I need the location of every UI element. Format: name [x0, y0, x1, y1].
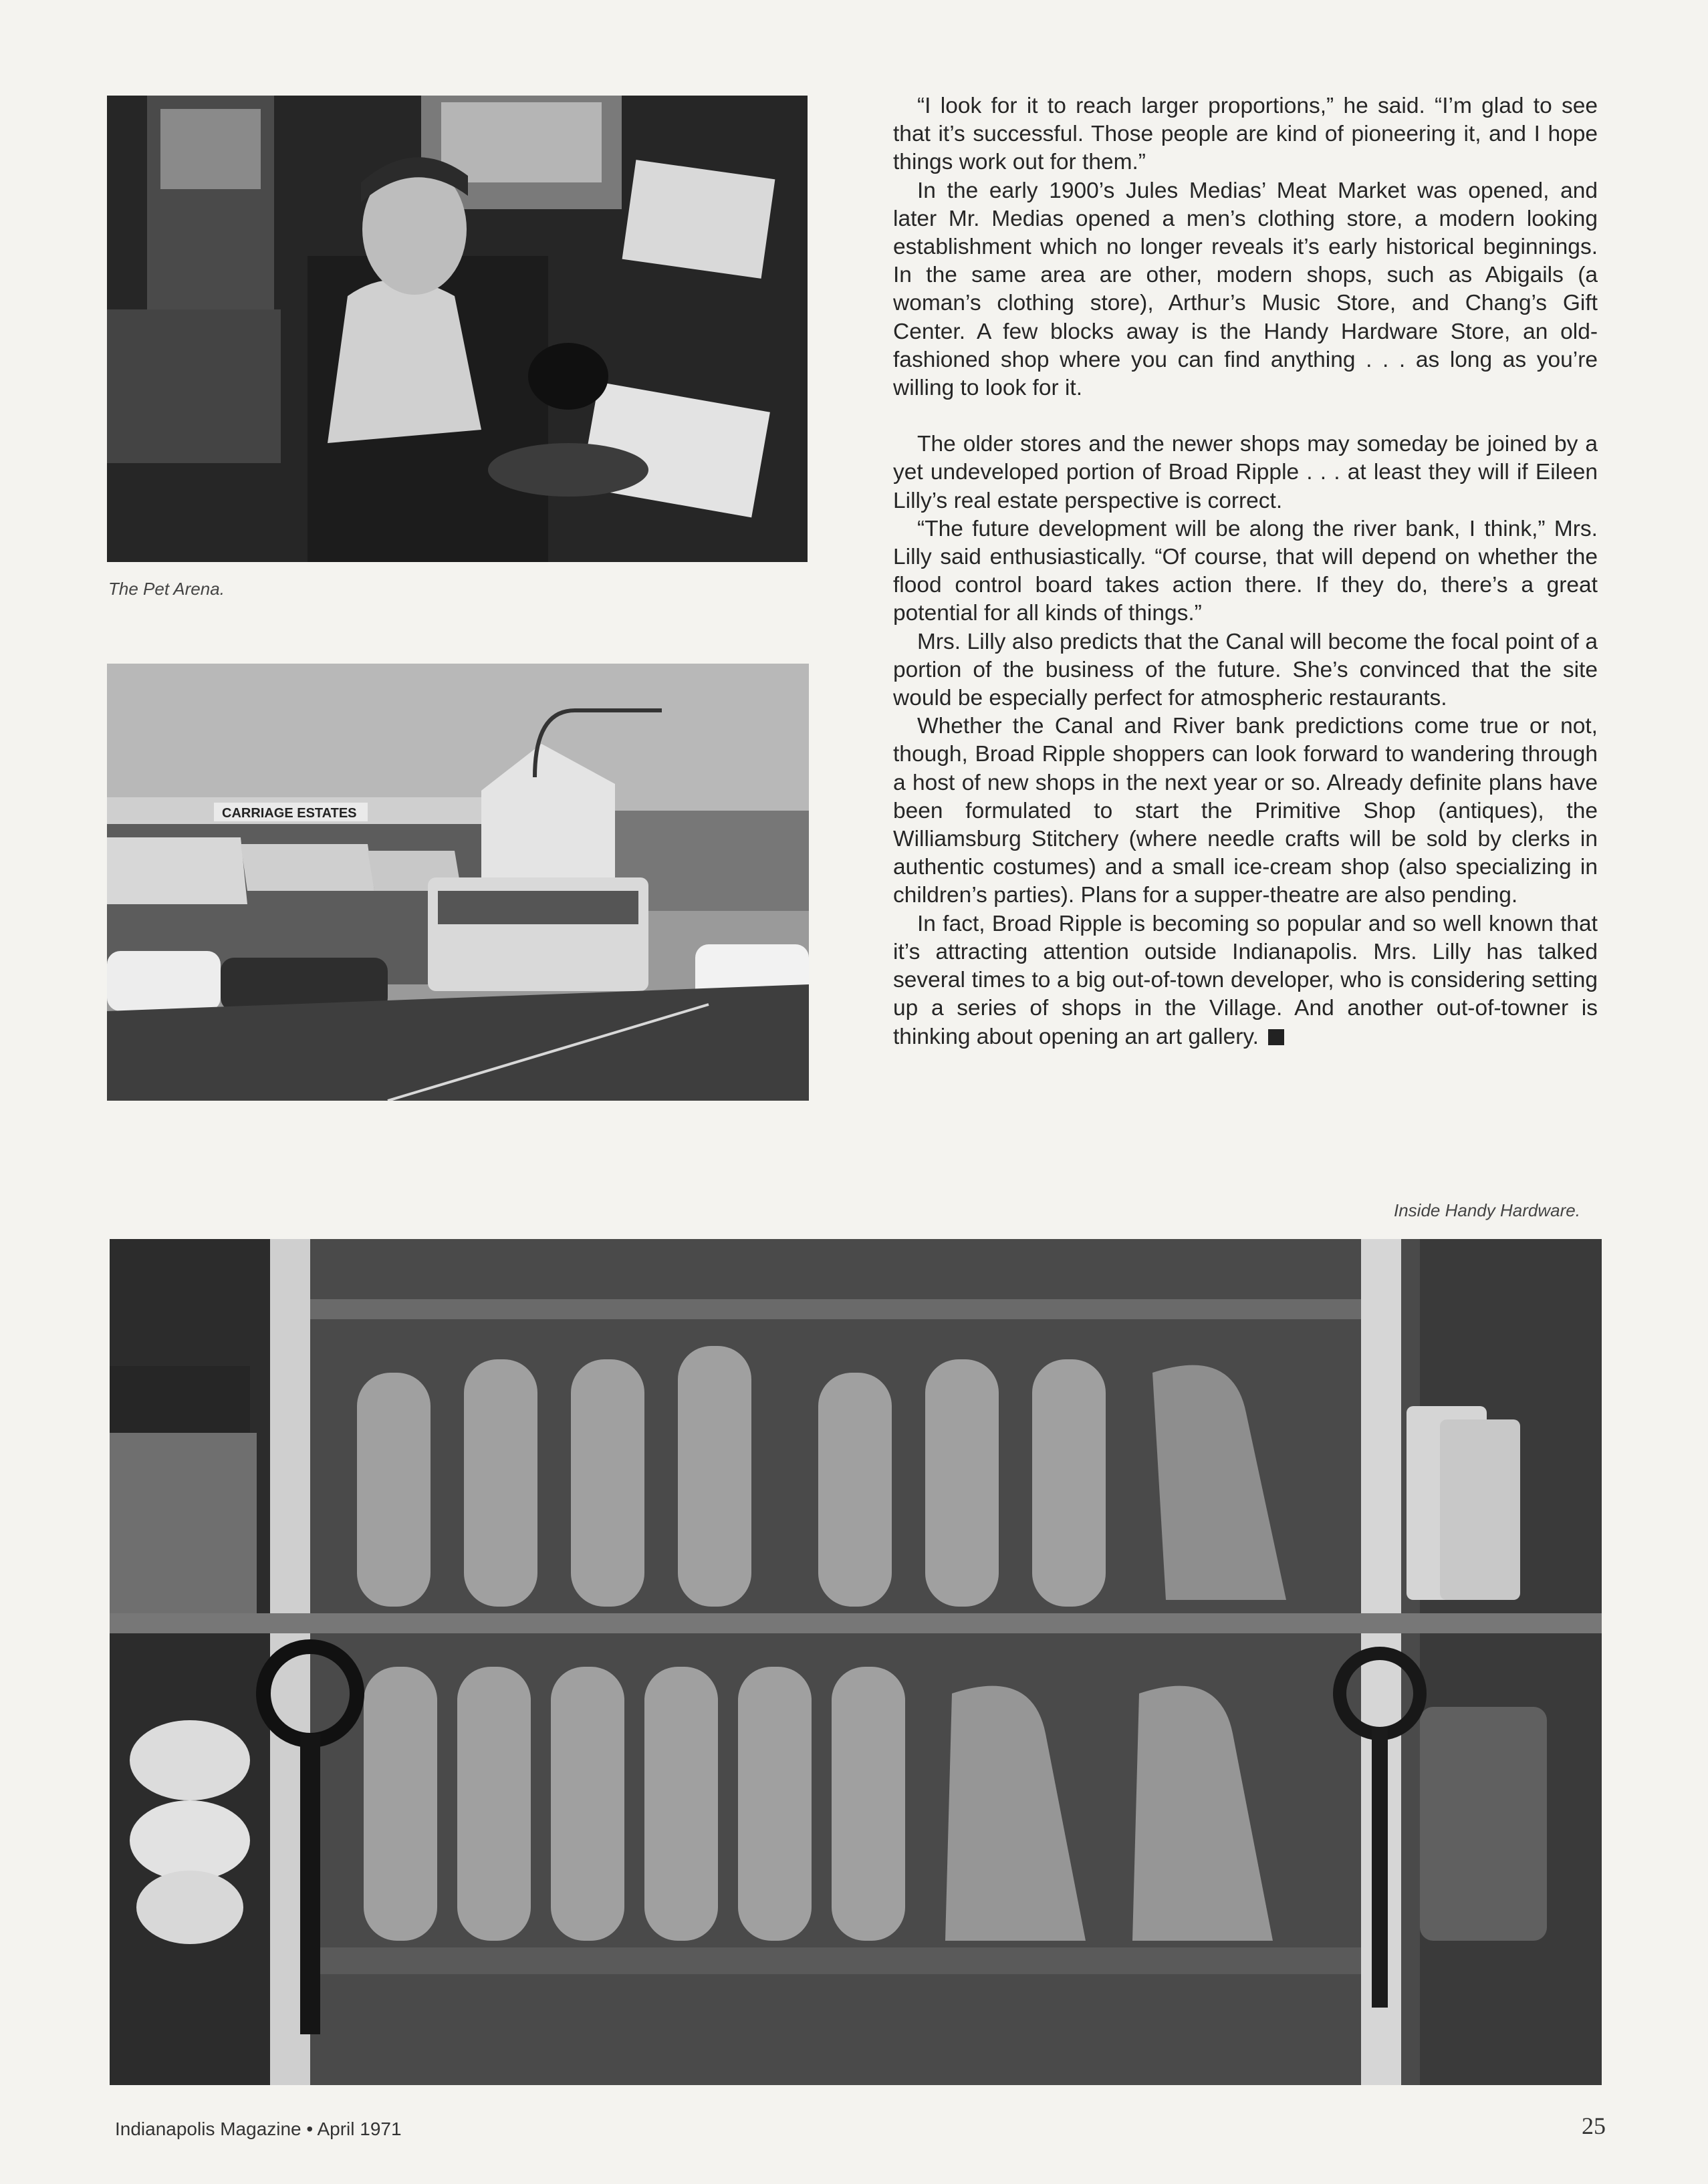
article-body [893, 92, 1598, 1051]
pet-arena-caption: The Pet Arena. [108, 579, 225, 599]
paragraph-7-wrapper [893, 910, 1598, 1051]
pet-arena-photo [107, 96, 808, 562]
paragraph-4: “The future development will be along the river bank, I think,” Mrs. Lilly said enthusiastically. “Of course, that will depend on whether the flood control board takes action there. If they do, there’s a great potential for all kinds of things.” [893, 516, 1598, 626]
page-number: 25 [1582, 2112, 1606, 2139]
paragraph-7: In fact, Broad Ripple is becoming so popular and so well known that it’s attracting attention outside Indianapolis. Mrs. Lilly has talked several times to a big out-of-town developer, who is considering setting up a series of shops in the Village. And another out-of-towner is thinking about opening an art gallery. [893, 911, 1598, 1049]
paragraph-2: In the early 1900’s Jules Medias’ Meat Market was opened, and later Mr. Medias opened a men’s clothing store, a modern looking establishment which no longer reveals it’s early historical beginnings. In the same area are other, modern shops, such as Abigails (a woman’s clothing store), Arthur’s Music Store, and Chang’s Gift Center. A few blocks away is the Handy Hardware Store, an old-fashioned shop where you can find anything . . . as long as you’re willing to look for it. [893, 178, 1598, 401]
paragraph-5: Mrs. Lilly also predicts that the Canal will become the focal point of a portion of the business of the future. She’s convinced that the site would be especially perfect for atmospheric restaurants. [893, 629, 1598, 711]
paragraph-1: “I look for it to reach larger proportions,” he said. “I’m glad to see that it’s successful. Those people are kind of pioneering it, and I hope things work out for them.” [893, 94, 1598, 175]
paragraph-6: Whether the Canal and River bank predictions come true or not, though, Broad Ripple shoppers can look forward to wandering through a host of new shops in the next year or so. Already definite plans have been formulated to start the Primitive Shop (antiques), the Williamsburg Stitchery (where needle crafts will be sold by clerks in authentic costumes) and a small ice-cream shop (also specializing in children’s parties). Plans for a supper-theatre are also pending. [893, 714, 1598, 908]
carriage-estates-sign: CARRIAGE ESTATES [222, 806, 357, 821]
end-of-article-mark [1268, 1029, 1284, 1045]
paragraph-3: The older stores and the newer shops may someday be joined by a yet undeveloped portion of Broad Ripple . . . at least they will if Eileen Lilly’s real estate perspective is correct. [893, 432, 1598, 513]
street-scene-photo [107, 664, 809, 1101]
handy-hardware-caption: Inside Handy Hardware. [1394, 1200, 1580, 1220]
handy-hardware-photo [110, 1239, 1602, 2085]
publication-footer: Indianapolis Magazine • April 1971 [115, 2119, 402, 2139]
